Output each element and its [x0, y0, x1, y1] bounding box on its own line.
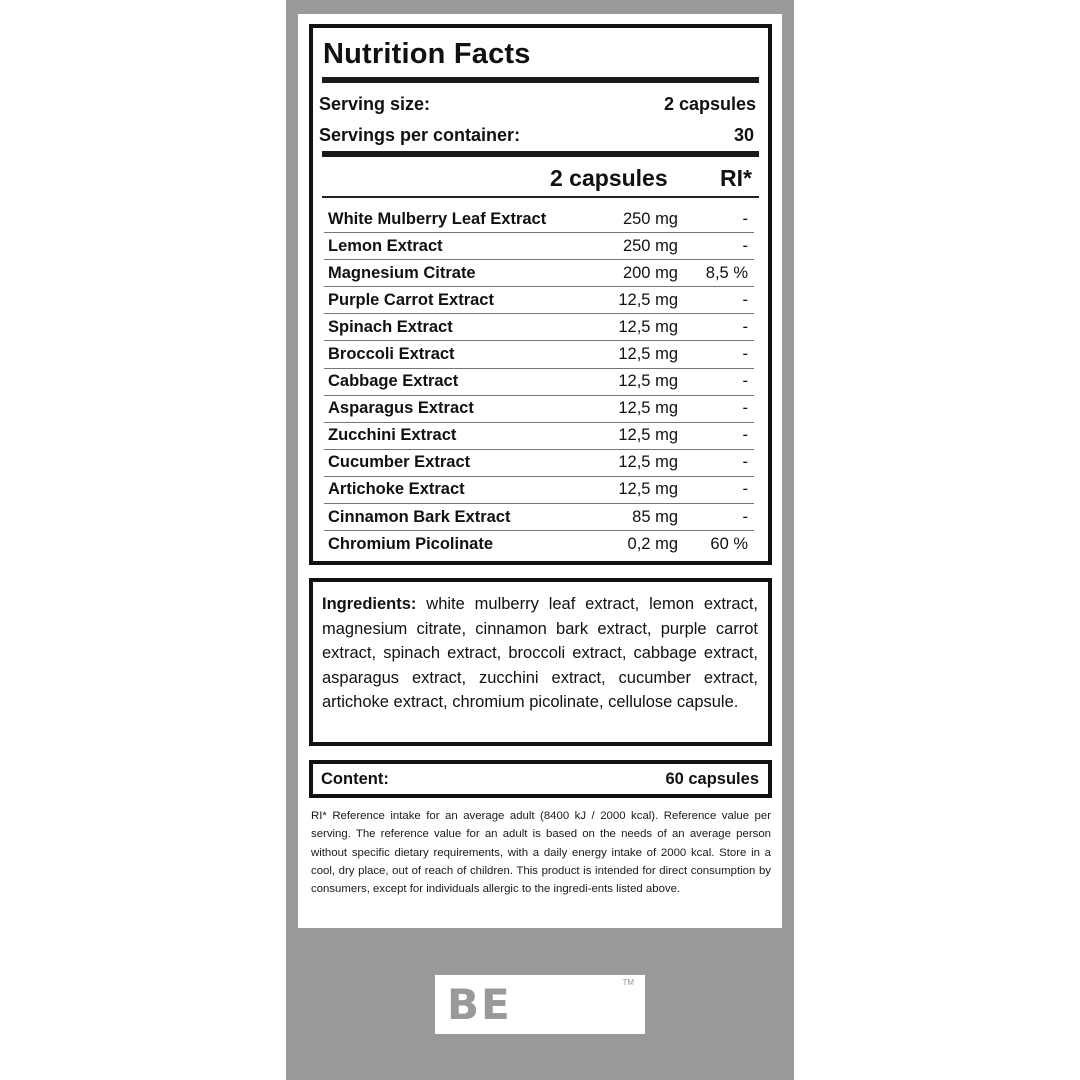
nutrition-facts-title: Nutrition Facts — [323, 38, 531, 70]
servings-per-container-value: 30 — [733, 125, 754, 145]
nutrient-name: Cinnamon Bark Extract — [328, 507, 511, 526]
thin-divider — [322, 196, 759, 198]
nutrient-amount: 12,5 mg — [618, 290, 678, 309]
nutrient-ri: - — [742, 372, 748, 391]
nutrient-name: Magnesium Citrate — [328, 263, 476, 282]
table-row — [324, 450, 754, 477]
thick-divider — [322, 77, 759, 83]
reference-intake-footnote: RI* Reference intake for an average adult (8400 kJ / 2000 kcal). Reference value per serving. The reference value for an adult is based on the needs of an average person without specific dietary requirements, with a daily energy intake of 2000 kcal. Store in a cool, dry place, out of reach of children. This product is intended for direct consumption by consumers, except for individuals allergic to the ingredi-ents listed above. — [311, 810, 771, 896]
nutrient-amount: 200 mg — [622, 263, 678, 282]
content-value: 60 capsules — [665, 769, 759, 788]
servings-per-container-row — [319, 125, 754, 146]
nutrient-ri: - — [742, 236, 748, 255]
nutrient-table — [324, 206, 754, 558]
ingredients-box — [309, 578, 772, 746]
ingredients-text: white mulberry leaf extract, lemon extract, magnesium citrate, cinnamon bark extract, purple carrot extract, spinach extract, broccoli extract, cabbage extract, asparagus extract, zucchini extract, cucumber extract, artichoke extract, chromium picolinate, cellulose capsule. — [322, 595, 758, 711]
nutrient-amount: 12,5 mg — [618, 372, 678, 391]
table-row — [324, 233, 754, 260]
nutrient-name: Zucchini Extract — [328, 426, 457, 445]
table-row — [324, 423, 754, 450]
table-row — [324, 206, 754, 233]
nutrient-name: Broccoli Extract — [328, 345, 455, 364]
nutrient-amount: 12,5 mg — [618, 426, 678, 445]
nutrient-amount: 12,5 mg — [618, 399, 678, 418]
trademark-symbol: TM — [622, 978, 634, 987]
table-row — [324, 314, 754, 341]
nutrient-ri: - — [742, 453, 748, 472]
brand-logo — [435, 975, 645, 1078]
nutrition-facts-box — [309, 24, 772, 565]
table-row — [324, 504, 754, 531]
nutrient-amount: 85 mg — [632, 507, 678, 526]
content-label: Content: — [321, 769, 389, 788]
nutrient-amount: 250 mg — [622, 209, 678, 228]
table-row — [324, 341, 754, 368]
nutrient-ri: 60 % — [710, 535, 748, 554]
nutrient-amount: 250 mg — [622, 236, 678, 255]
table-row — [324, 260, 754, 287]
table-row — [324, 287, 754, 314]
column-header-ri: RI* — [720, 165, 752, 191]
serving-size-value: 2 capsules — [663, 94, 756, 114]
column-header-amount: 2 capsules — [550, 165, 668, 191]
table-row — [324, 531, 754, 558]
nutrient-ri: - — [742, 507, 748, 526]
nutrient-ri: - — [742, 290, 748, 309]
content-box — [309, 760, 772, 798]
nutrient-name: Spinach Extract — [328, 317, 453, 336]
table-row — [324, 369, 754, 396]
nutrient-name: Purple Carrot Extract — [328, 290, 494, 309]
nutrient-ri: - — [742, 317, 748, 336]
nutrient-name: Asparagus Extract — [328, 399, 474, 418]
nutrient-name: Artichoke Extract — [328, 480, 465, 499]
serving-size-label: Serving size: — [319, 94, 431, 114]
nutrient-name: Lemon Extract — [328, 236, 443, 255]
thick-divider — [322, 151, 759, 157]
nutrient-amount: 12,5 mg — [618, 345, 678, 364]
nutrient-amount: 12,5 mg — [618, 317, 678, 336]
nutrient-name: Cucumber Extract — [328, 453, 471, 472]
nutrient-amount: 12,5 mg — [618, 453, 678, 472]
nutrient-ri: - — [742, 345, 748, 364]
nutrient-ri: - — [742, 480, 748, 499]
servings-per-container-label: Servings per container: — [319, 125, 521, 145]
serving-size-row — [319, 94, 756, 115]
nutrient-amount: 12,5 mg — [618, 480, 678, 499]
nutrient-ri: - — [742, 399, 748, 418]
table-row — [324, 477, 754, 504]
logo-text: BE KETO — [447, 980, 581, 1078]
nutrient-name: White Mulberry Leaf Extract — [328, 209, 547, 228]
table-row — [324, 396, 754, 423]
nutrient-name: Chromium Picolinate — [328, 535, 494, 554]
nutrient-ri: - — [742, 209, 748, 228]
nutrient-name: Cabbage Extract — [328, 372, 459, 391]
nutrient-ri: 8,5 % — [705, 263, 748, 282]
nutrient-ri: - — [742, 426, 748, 445]
ingredients-label: Ingredients: — [322, 595, 417, 613]
nutrient-amount: 0,2 mg — [627, 535, 678, 554]
